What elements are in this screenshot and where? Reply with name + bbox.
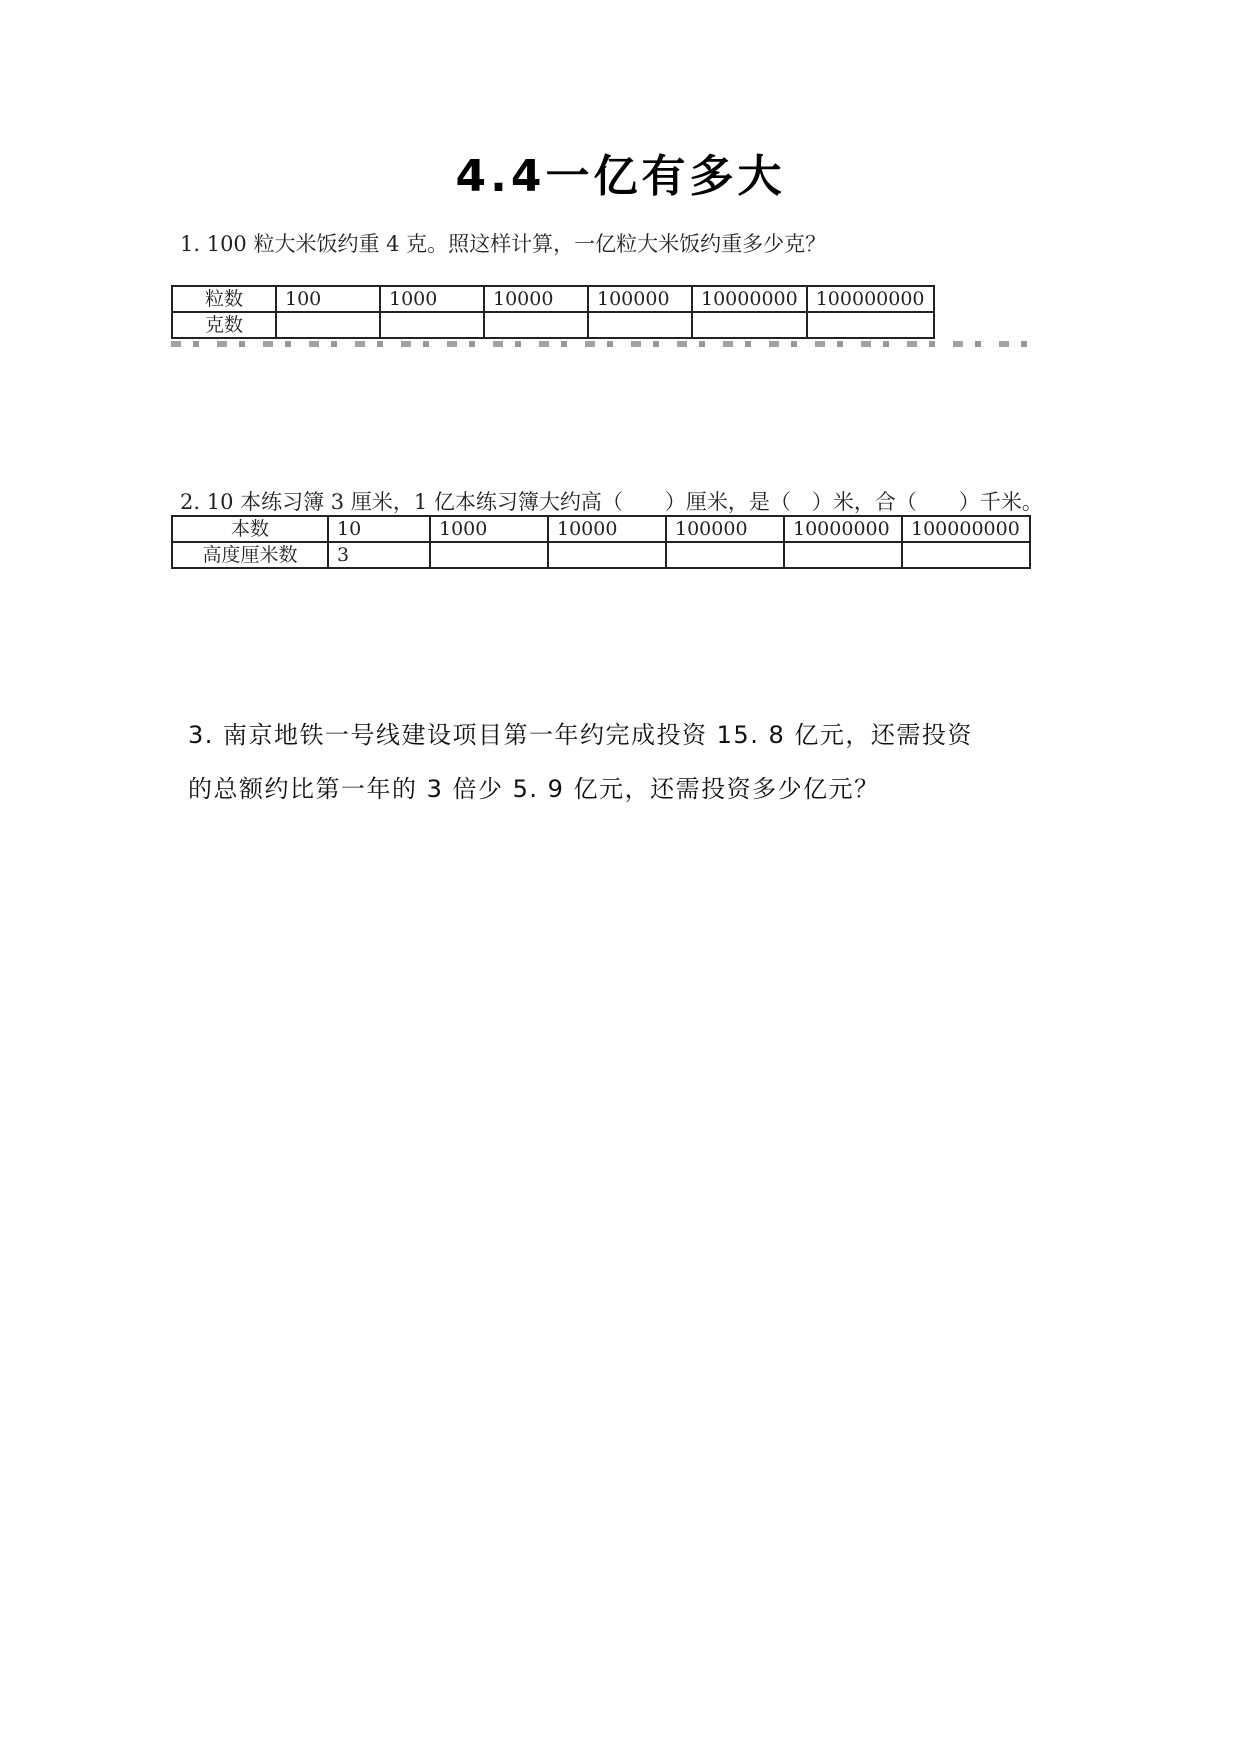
table-cell xyxy=(484,312,588,338)
table-cell: 10000000 xyxy=(692,286,807,312)
row-label-grain-count: 粒数 xyxy=(172,286,276,312)
table-cell: 100000000 xyxy=(807,286,934,312)
table-cell: 10000 xyxy=(548,516,666,542)
table-cell xyxy=(548,542,666,568)
table-cell: 100000 xyxy=(588,286,692,312)
table-cell xyxy=(902,542,1030,568)
row-label-book-count: 本数 xyxy=(172,516,328,542)
table-cell xyxy=(784,542,902,568)
table-cell: 10000000 xyxy=(784,516,902,542)
table-cell: 100000 xyxy=(666,516,784,542)
cropped-text-remnant xyxy=(171,341,1039,347)
question-3-text xyxy=(188,708,1088,816)
table-cell xyxy=(807,312,934,338)
question-2-text: 2. 10 本练习簿 3 厘米，1 亿本练习簿大约高（ ）厘米，是（ ）米，合（ ）千米。 xyxy=(180,490,1043,514)
table-cell xyxy=(380,312,484,338)
table-row xyxy=(172,516,1030,542)
row-label-height-cm: 高度厘米数 xyxy=(172,542,328,568)
table-cell: 3 xyxy=(328,542,430,568)
table-cell: 10 xyxy=(328,516,430,542)
question-3-line-2: 的总额约比第一年的 3 倍少 5. 9 亿元，还需投资多少亿元？ xyxy=(188,775,880,803)
table-cell: 1000 xyxy=(380,286,484,312)
table-row xyxy=(172,286,934,312)
table-cell: 1000 xyxy=(430,516,548,542)
question-2-table xyxy=(171,515,1031,569)
page-title: 4.4一亿有多大 xyxy=(455,151,786,202)
question-1-table xyxy=(171,285,935,339)
table-cell xyxy=(430,542,548,568)
table-cell xyxy=(588,312,692,338)
table-cell xyxy=(276,312,380,338)
table-cell xyxy=(692,312,807,338)
table-row xyxy=(172,312,934,338)
question-1-text: 1. 100 粒大米饭约重 4 克。照这样计算，一亿粒大米饭约重多少克？ xyxy=(180,232,827,256)
table-row xyxy=(172,542,1030,568)
table-cell xyxy=(666,542,784,568)
table-cell: 100000000 xyxy=(902,516,1030,542)
question-3-line-1: 3. 南京地铁一号线建设项目第一年约完成投资 15. 8 亿元，还需投资 xyxy=(188,721,973,749)
table-cell: 10000 xyxy=(484,286,588,312)
table-cell: 100 xyxy=(276,286,380,312)
row-label-grams: 克数 xyxy=(172,312,276,338)
